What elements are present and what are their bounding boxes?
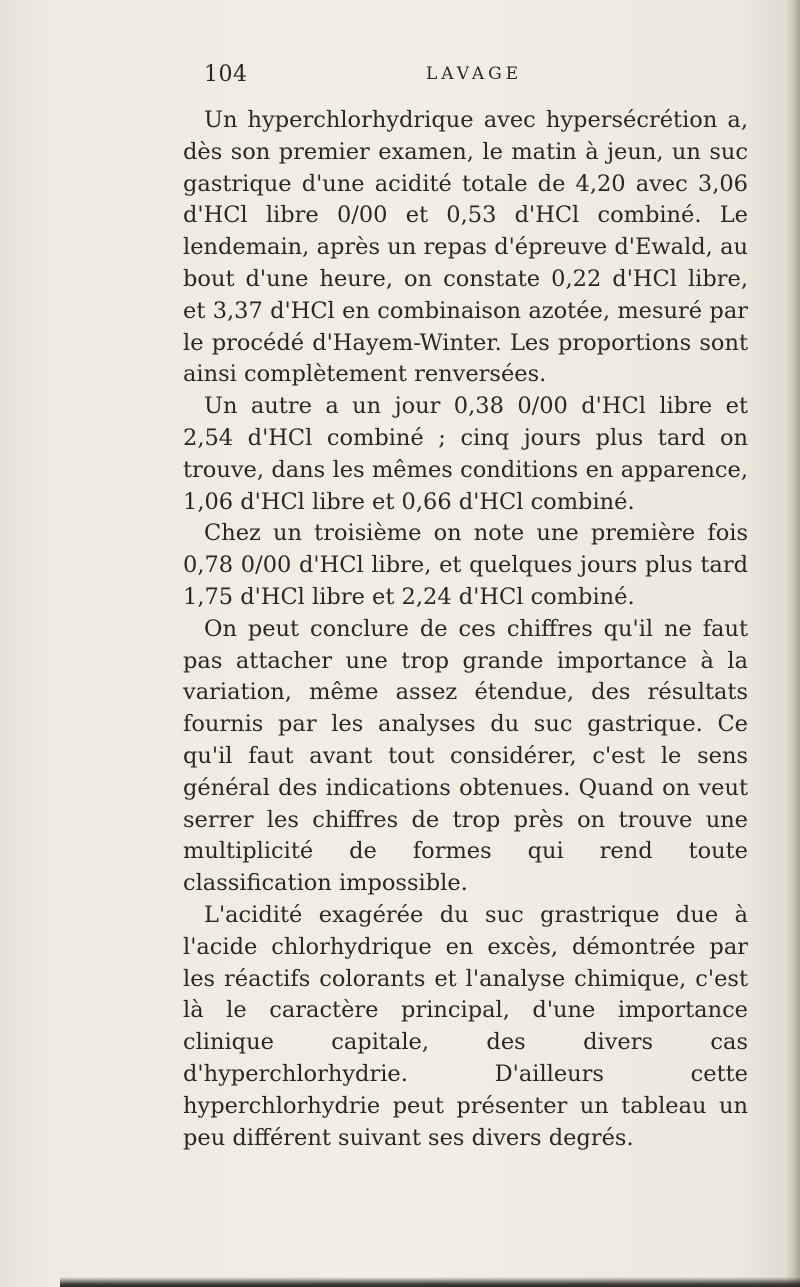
page-right-edge-shadow [786, 0, 800, 1287]
paragraph-1: Un hyperchlorhydrique avec hypersécrétion a, dès son premier examen, le matin à jeun, un suc gastrique d'une acidité totale de 4,20 avec 3,06 d'HCl libre 0/00 et 0,53 d'HCl combiné. Le lendemain, après un repas d'épreuve d'Ewald, au bout d'une heure, on constate 0,22 d'HCl libre, et 3,37 d'HCl en combinaison azotée, mesuré par le procédé d'Hayem-Winter. Les proportions sont ainsi complètement renversées. [183, 107, 748, 388]
page-header [204, 62, 724, 96]
paragraph-5: L'acidité exagérée du suc grastrique due à l'acide chlorhydrique en excès, démontrée par les réactifs colorants et l'analyse chimique, c'est là le caractère principal, d'une importance clinique capitale, des divers cas d'hyperchlorhydrie. D'ailleurs cette hyperchlorhydrie peut présenter un tableau un peu différent suivant ses divers degrés. [183, 901, 748, 1151]
page-number: 104 [204, 62, 248, 87]
page-bottom-edge-shadow [60, 1277, 800, 1287]
paragraph-3: Chez un troisième on note une première fois 0,78 0/00 d'HCl libre, et quelques jours plus tard 1,75 d'HCl libre et 2,24 d'HCl combiné. [183, 520, 748, 610]
body-text [183, 105, 748, 1154]
paragraph-4: On peut conclure de ces chiffres qu'il ne faut pas attacher une trop grande importance à la variation, même assez étendue, des résultats fournis par les analyses du suc gastrique. Ce qu'il faut avant tout considérer, c'est le sens général des indications obtenues. Quand on veut serrer les chiffres de trop près on trouve une multiplicité de formes qui rend toute classification impossible. [183, 615, 748, 897]
running-title: LAVAGE [426, 64, 523, 84]
paragraph-2: Un autre a un jour 0,38 0/00 d'HCl libre et 2,54 d'HCl combiné ; cinq jours plus tard on trouve, dans les mêmes conditions en apparence, 1,06 d'HCl libre et 0,66 d'HCl combiné. [183, 393, 748, 515]
